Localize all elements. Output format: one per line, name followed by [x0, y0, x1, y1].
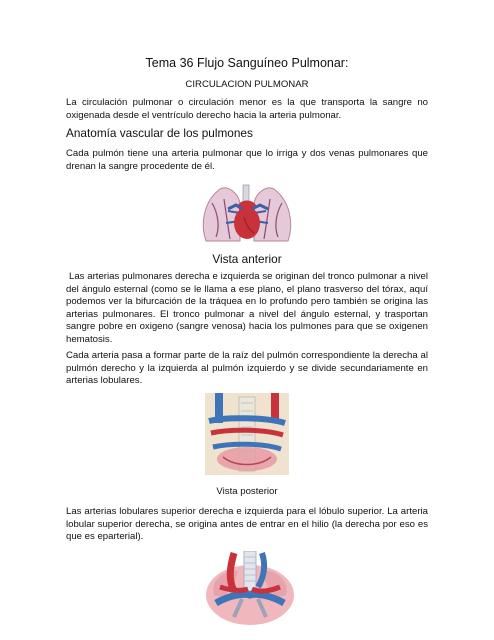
- posterior-view-illustration: [205, 393, 289, 475]
- anterior-paragraph: Las arterias pulmonares derecha e izquierda se originan del tronco pulmonar a nivel del ángulo esternal (como se le llama a ese plano, el plano trasverso del tórax, aquí podemos ver la bifurcación de la tráquea en lo profundo pero también se origina las arterias pulmonares. El tronco pulmonar a nivel del ángulo esternal, y trasportan sangre pobre en oxigeno (sangre venosa) hacia los pulmones para que se oxigenen hematosis.: [66, 271, 428, 345]
- branches-paragraph: Cada arteria pasa a formar parte de la raíz del pulmón correspondiente la derecha al pulmón derecho y la izquierda al pulmón izquierdo y se divide secundariamente en arterias lobulares.: [66, 350, 428, 387]
- page-title: Tema 36 Flujo Sanguíneo Pulmonar:: [145, 56, 349, 70]
- intro-paragraph: La circulación pulmonar o circulación menor es la que transporta la sangre no oxigenada desde el ventrículo derecho hacia la arteria pulmonar.: [66, 97, 428, 121]
- lobular-paragraph: Las arterias lobulares superior derecha e izquierda para el lóbulo superior. La arteria lobular superior derecha, se origina antes de entrar en el hilio (la derecha por eso es que es eparterial).: [66, 506, 428, 543]
- lungs-illustration: [198, 183, 296, 245]
- caption-anterior: Vista anterior: [212, 252, 282, 266]
- anatomy-paragraph: Cada pulmón tiene una arteria pulmonar que lo irriga y dos venas pulmonares que drenan la sangre procedente de él.: [66, 148, 428, 172]
- bifurcation-illustration: [204, 551, 296, 625]
- caption-posterior: Vista posterior: [216, 486, 278, 497]
- section-heading-anatomy: Anatomía vascular de los pulmones: [66, 126, 253, 140]
- page-subtitle: CIRCULACION PULMONAR: [185, 79, 309, 90]
